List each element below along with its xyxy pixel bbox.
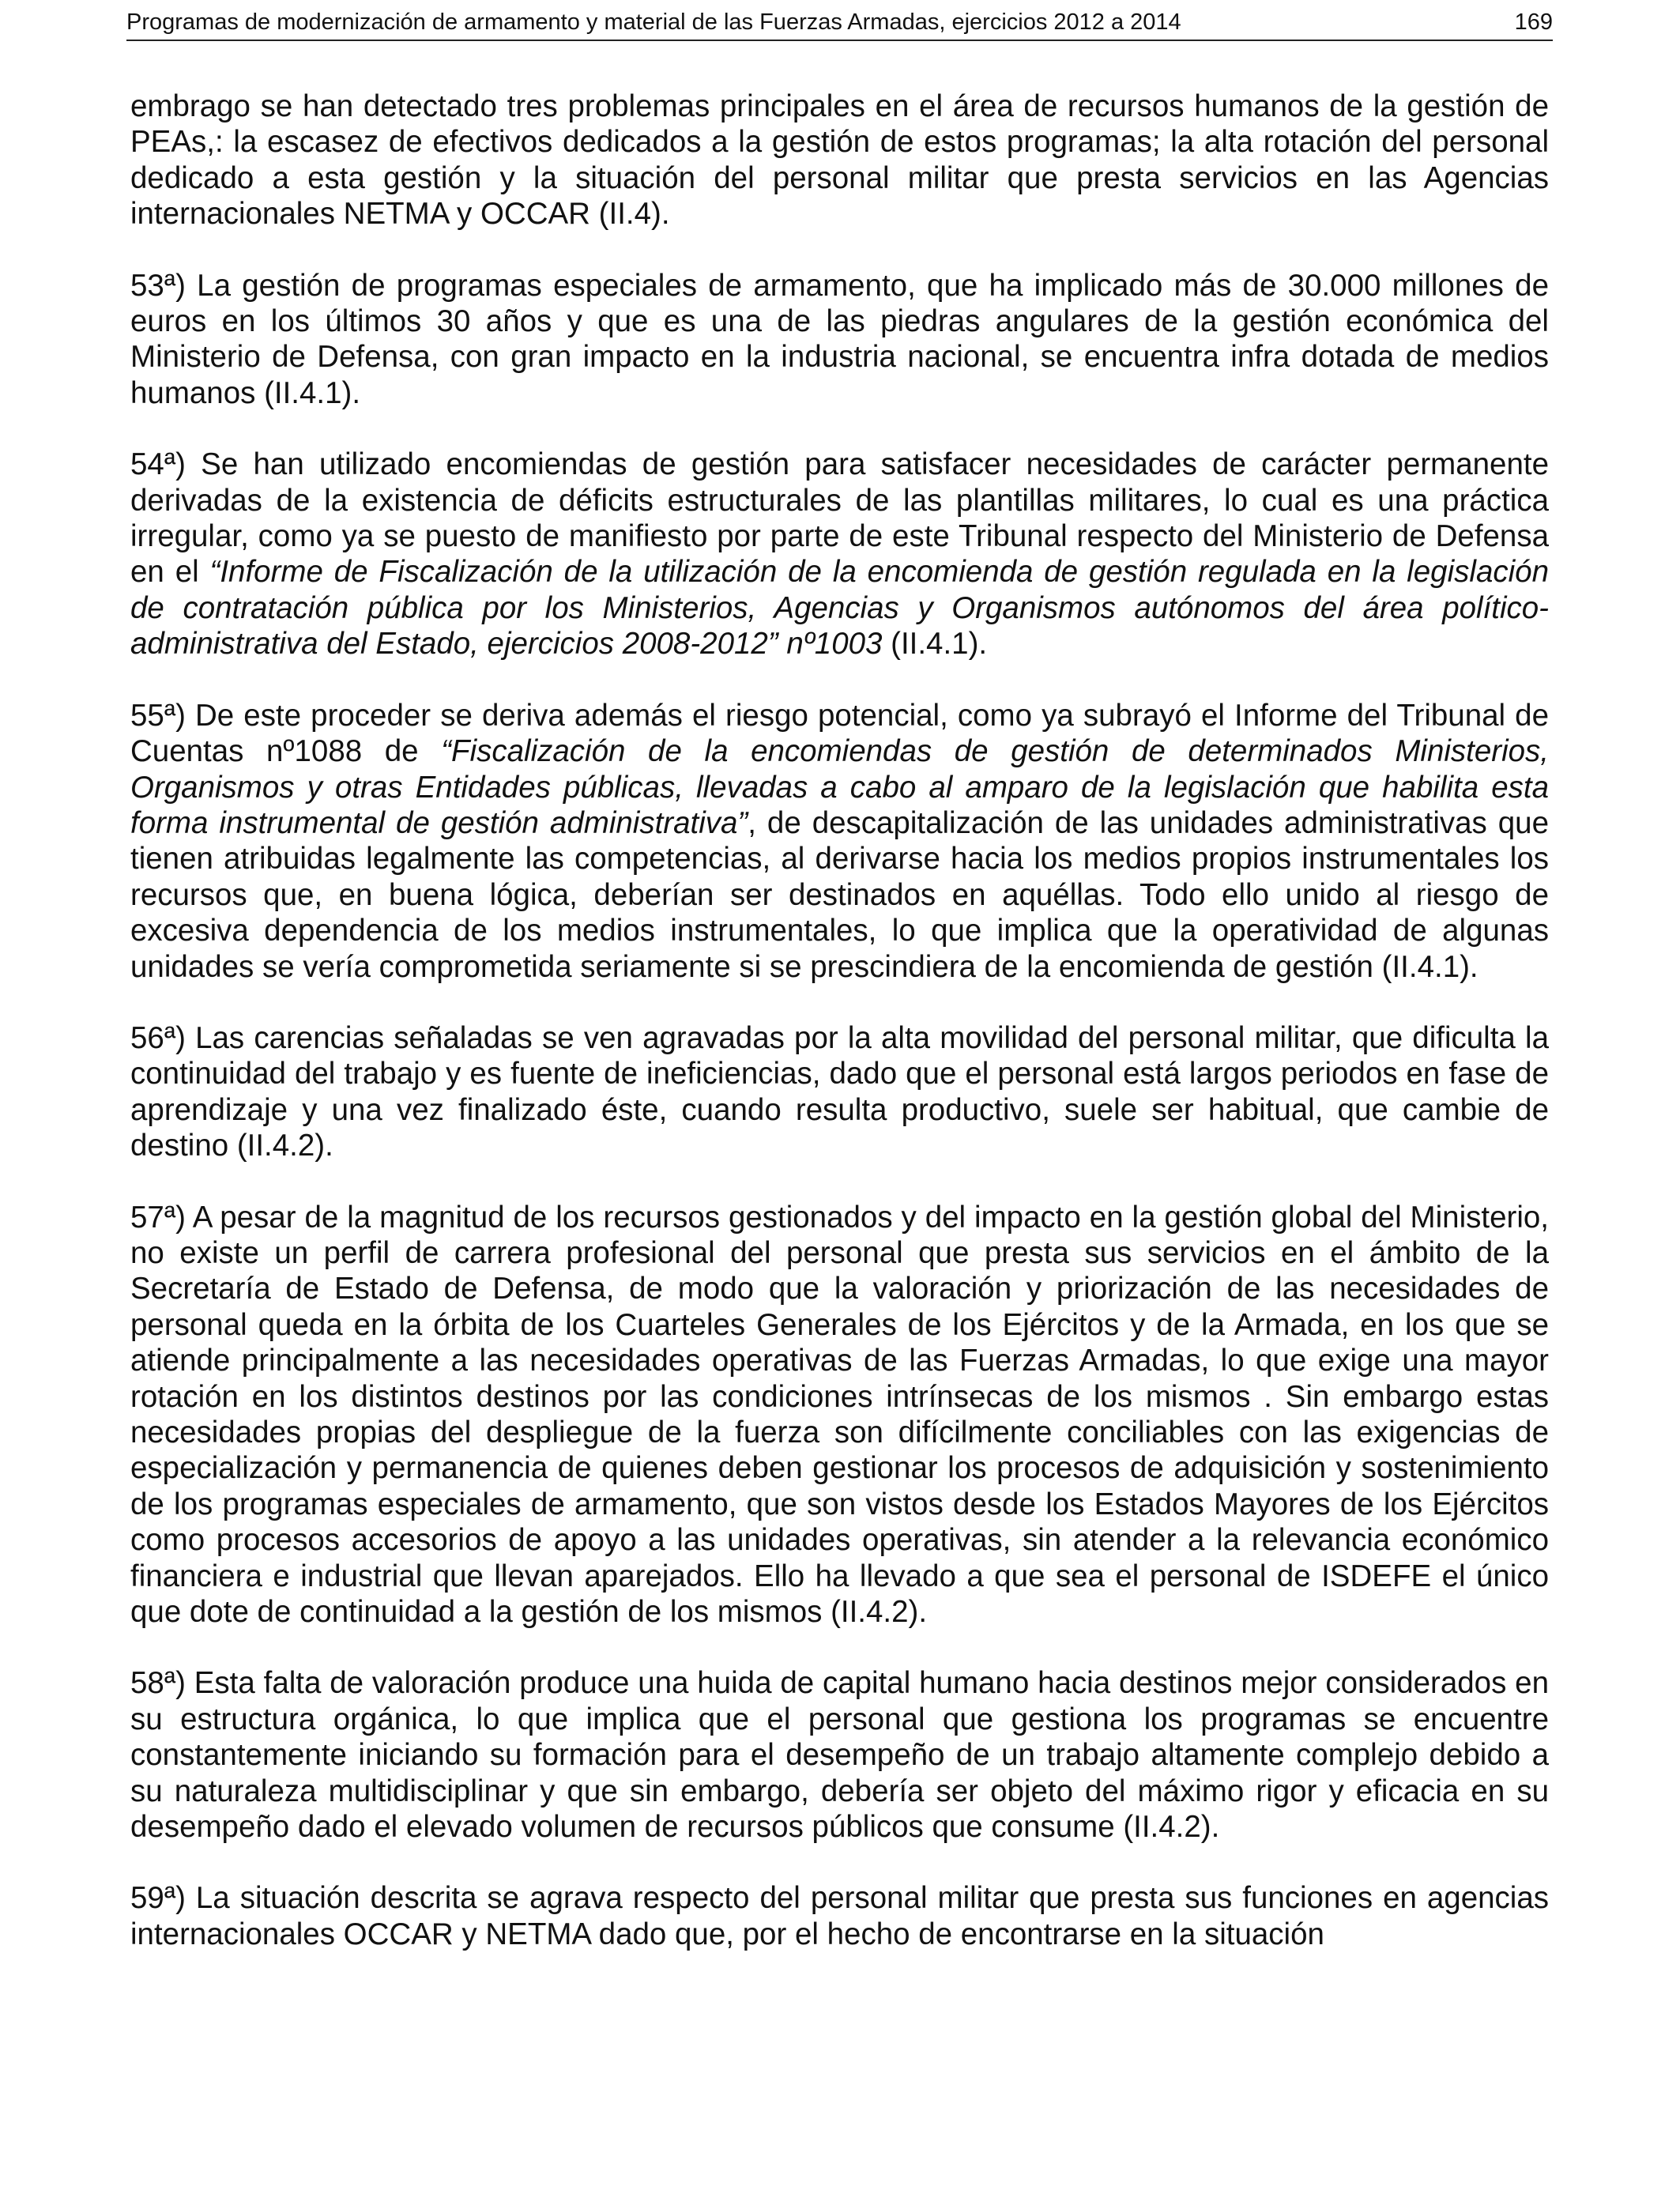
paragraph-text: 58ª) Esta falta de valoración produce una huida de capital humano hacia destinos mejor considerados en su estructura orgánica, lo que implica que el personal que gestiona los programas se encuentre constantemente iniciando su formación para el desempeño de un trabajo altamente complejo debido a su naturaleza multidisciplinar y que sin embargo, debería ser objeto del máximo rigor y eficacia en su desempeño dado el elevado volumen de recursos públicos que consume (II.4.2).: [130, 1666, 1549, 1845]
paragraph-tail: , de descapitalización de las unidades administrativas que tienen atribuidas legalmente las competencias, al derivarse hacia los medios propios instrumentales los recursos que, en buena lógica, deberían ser destinados en aquéllas. Todo ello unido al riesgo de excesiva dependencia de los medios instrumentales, lo que implica que la operatividad de algunas unidades se vería comprometida seriamente si se prescindiera de la encomienda de gestión (II.4.1).: [130, 805, 1549, 984]
paragraph-text: 57ª) A pesar de la magnitud de los recursos gestionados y del impacto en la gestión global del Ministerio, no existe un perfil de carrera profesional del personal que presta sus servicios en el ámbito de la Secretaría de Estado de Defensa, de modo que la valoración y priorización de las necesidades de personal queda en la órbita de los Cuarteles Generales de los Ejércitos y de la Armada, en los que se atiende principalmente a las necesidades operativas de las Fuerzas Armadas, lo que exige una mayor rotación en los distintos destinos por las condiciones intrínsecas de los mismos . Sin embargo estas necesidades propias del despliegue de la fuerza son difícilmente conciliables con las exigencias de especialización y permanencia de quienes deben gestionar los procesos de adquisición y sostenimiento de los programas especiales de armamento, que son vistos desde los Estados Mayores de los Ejércitos como procesos accesorios de apoyo a las unidades operativas, sin atender a la relevancia económico financiera e industrial que llevan aparejados. Ello ha llevado a que sea el personal de ISDEFE el único que dote de continuidad a la gestión de los mismos (II.4.2).: [130, 1200, 1549, 1630]
paragraph-text: 53ª) La gestión de programas especiales de armamento, que ha implicado más de 30.000 millones de euros en los últimos 30 años y que es una de las piedras angulares de la gestión económica del Ministerio de Defensa, con gran impacto en la industria nacional, se encuentra infra dotada de medios humanos (II.4.1).: [130, 268, 1549, 410]
paragraph-59: [130, 1880, 1549, 1952]
cited-report-title: “Fiscalización de la encomiendas de gestión de determinados Ministerios, Organismos y otras Entidades públicas, llevadas a cabo al amparo de la legislación que habilita esta forma instrumental de gestión administrativa”: [130, 734, 1549, 840]
paragraph-57: [130, 1200, 1549, 1630]
paragraph-text: 56ª) Las carencias señaladas se ven agravadas por la alta movilidad del personal militar, que dificulta la continuidad del trabajo y es fuente de ineficiencias, dado que el personal está largos periodos en fase de aprendizaje y una vez finalizado éste, cuando resulta productivo, suele ser habitual, que cambie de destino (II.4.2).: [130, 1020, 1549, 1163]
document-body: [130, 89, 1549, 1988]
paragraph-56: [130, 1020, 1549, 1164]
paragraph-text: 59ª) La situación descrita se agrava respecto del personal militar que presta sus funciones en agencias internacionales OCCAR y NETMA dado que, por el hecho de encontrarse en la situación: [130, 1881, 1549, 1951]
paragraph-lead: 54ª) Se han utilizado encomiendas de gestión para satisfacer necesidades de carácter permanente derivadas de la existencia de déficits estructurales de las plantillas militares, lo cual es una práctica irregular, como ya se puesto de manifiesto por parte de este Tribunal respecto del Ministerio de Defensa en el: [130, 447, 1549, 590]
cited-report-title: “Informe de Fiscalización de la utilización de la encomienda de gestión regulada en la legislación de contratación pública por los Ministerios, Agencias y Organismos autónomos del área político-administrativa del Estado, ejercicios 2008-2012” nº1003: [130, 555, 1549, 662]
running-header: [126, 8, 1553, 41]
page-number: 169: [1514, 9, 1553, 35]
paragraph-58: [130, 1665, 1549, 1845]
paragraph-54: [130, 447, 1549, 662]
paragraph-53: [130, 268, 1549, 412]
paragraph-text: embrago se han detectado tres problemas principales en el área de recursos humanos de la gestión de PEAs,: la escasez de efectivos dedicados a la gestión de estos programas; la alta rotación del personal dedicado a esta gestión y la situación del personal militar que presta servicios en las Agencias internacionales NETMA y OCCAR (II.4).: [130, 89, 1549, 232]
header-title: Programas de modernización de armamento y material de las Fuerzas Armadas, ejercicios 2012 a 2014: [126, 9, 1181, 35]
paragraph-55: [130, 698, 1549, 985]
paragraph-lead: 55ª) De este proceder se deriva además el riesgo potencial, como ya subrayó el Informe del Tribunal de Cuentas nº1088 de: [130, 698, 1549, 769]
paragraph-tail: (II.4.1).: [882, 627, 988, 662]
paragraph-continuation: [130, 89, 1549, 232]
